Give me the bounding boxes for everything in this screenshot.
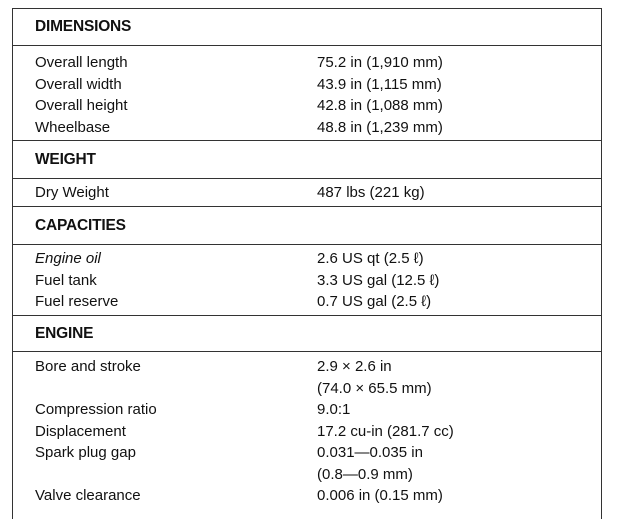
spec-value-line: 2.6 US qt (2.5 ℓ) (317, 250, 424, 267)
spec-row (13, 182, 601, 204)
spec-value (317, 421, 601, 443)
section-body-dimensions (13, 46, 601, 141)
spec-value-line: 487 lbs (221 kg) (317, 184, 425, 201)
specifications-table (12, 8, 602, 519)
spec-label: Dry Weight (35, 184, 109, 201)
spec-value-line: 0.006 in (0.15 mm) (317, 487, 443, 504)
spec-value-line: (0.8—0.9 mm) (317, 465, 413, 483)
spec-row (13, 270, 601, 292)
section-header-capacities: CAPACITIES (13, 207, 601, 245)
spec-value-line: 2.9 × 2.6 in (317, 358, 392, 375)
spec-label: Wheelbase (35, 118, 111, 136)
spec-value-line: 48.8 in (1,239 mm) (317, 118, 443, 136)
spec-label: Fuel reserve (35, 293, 119, 310)
spec-value (317, 95, 601, 117)
spec-row (13, 485, 601, 507)
spec-label: Valve clearance (35, 487, 141, 504)
spec-row (13, 421, 601, 443)
spec-value (317, 356, 601, 399)
spec-row (13, 442, 601, 485)
spec-label: Engine oil (35, 250, 101, 267)
spec-label: Displacement (35, 422, 126, 440)
spec-value (317, 74, 601, 96)
spec-label: Fuel tank (35, 271, 97, 289)
spec-value-line: 9.0:1 (317, 401, 351, 418)
spec-row (13, 399, 601, 421)
spec-row (13, 52, 601, 74)
spec-label: Overall height (35, 97, 128, 114)
spec-row (13, 95, 601, 117)
spec-value (317, 117, 601, 139)
spec-value-line: 0.7 US gal (2.5 ℓ) (317, 293, 432, 310)
section-header-engine: ENGINE (13, 316, 601, 352)
spec-value (317, 399, 601, 421)
spec-value (317, 485, 601, 507)
spec-value (317, 182, 601, 204)
spec-value (317, 52, 601, 74)
spec-label: Spark plug gap (35, 444, 136, 461)
spec-row (13, 248, 601, 270)
spec-value-line: 0.031—0.035 in (317, 444, 423, 461)
spec-row (13, 117, 601, 139)
spec-value (317, 291, 601, 313)
spec-value-line: 17.2 cu-in (281.7 cc) (317, 422, 454, 440)
section-header-weight: WEIGHT (13, 141, 601, 179)
spec-value-line: 42.8 in (1,088 mm) (317, 97, 443, 114)
spec-label: Overall length (35, 54, 128, 71)
spec-label: Bore and stroke (35, 358, 141, 375)
spec-value-line: 75.2 in (1,910 mm) (317, 54, 443, 71)
spec-value-line: (74.0 × 65.5 mm) (317, 379, 432, 397)
section-body-weight (13, 179, 601, 207)
spec-label: Overall width (35, 75, 122, 93)
spec-value (317, 442, 601, 485)
spec-row (13, 356, 601, 399)
spec-row (13, 291, 601, 313)
spec-label: Compression ratio (35, 401, 157, 418)
spec-value (317, 248, 601, 270)
spec-value-line: 3.3 US gal (12.5 ℓ) (317, 271, 440, 289)
section-body-engine (13, 352, 601, 511)
spec-row (13, 74, 601, 96)
spec-value-line: 43.9 in (1,115 mm) (317, 75, 442, 93)
spec-value (317, 270, 601, 292)
section-header-dimensions: DIMENSIONS (13, 9, 601, 46)
section-body-capacities (13, 245, 601, 316)
